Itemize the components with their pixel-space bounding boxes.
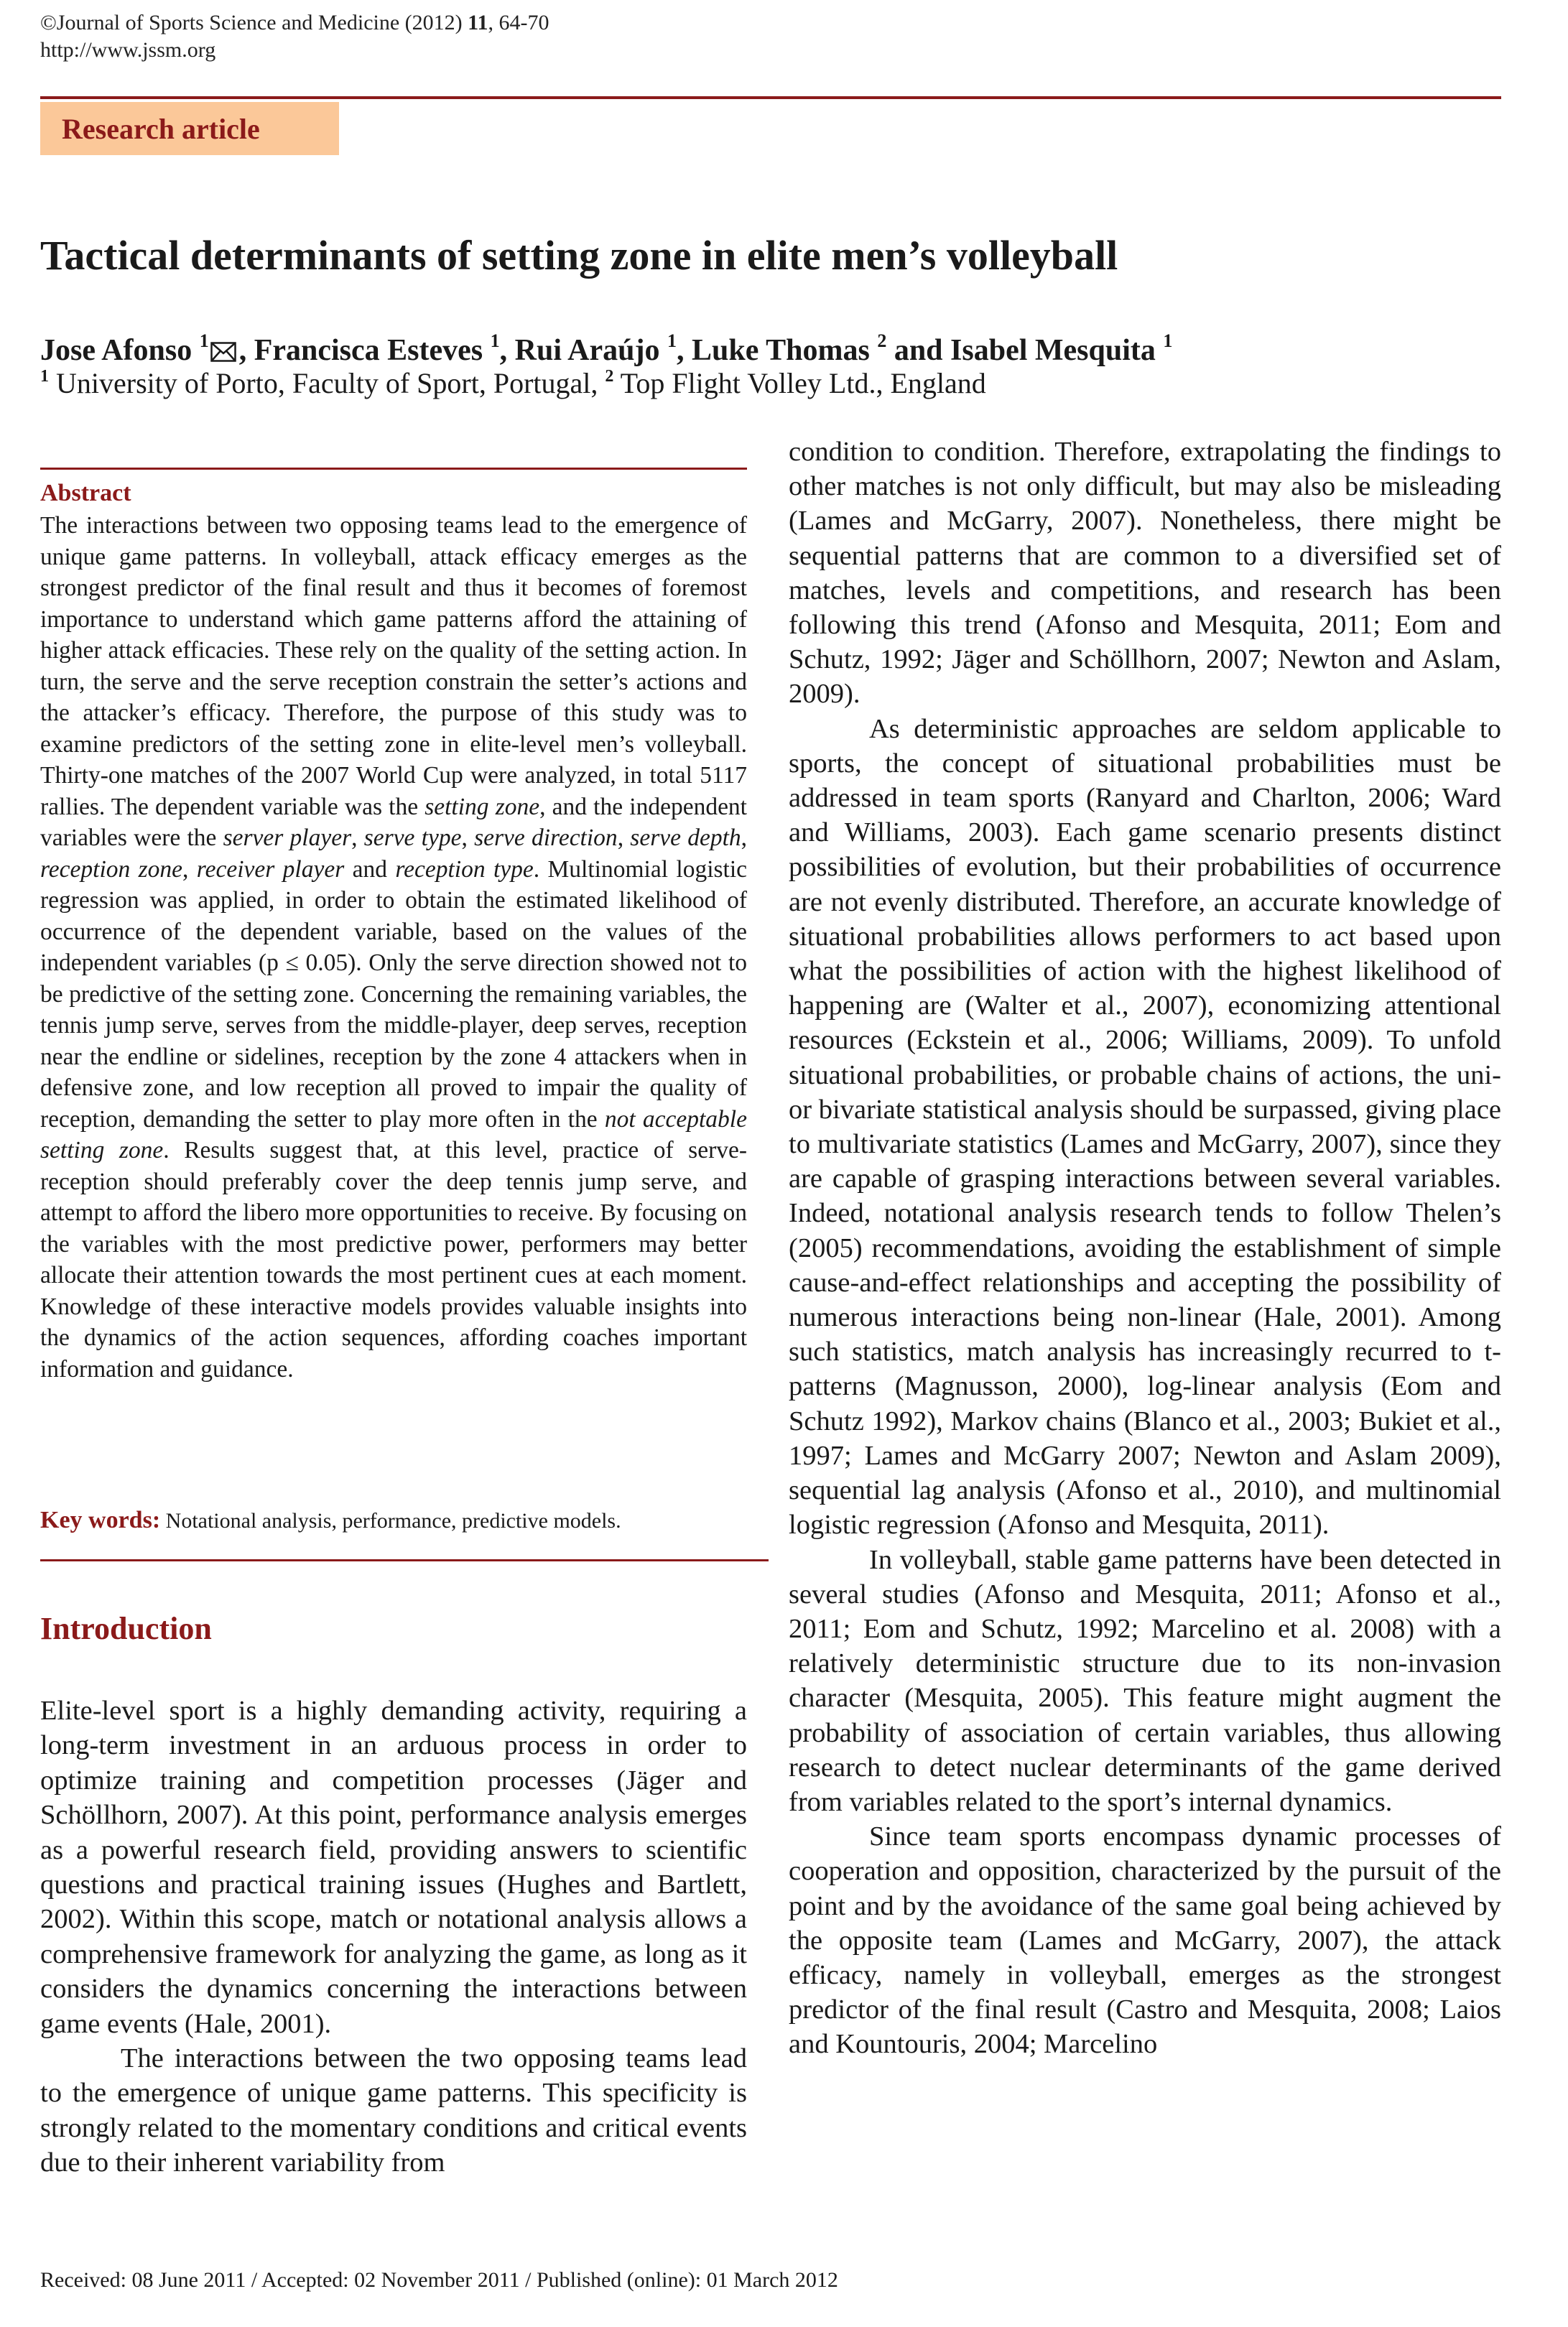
abstract-divider [40, 468, 747, 470]
envelope-icon[interactable] [210, 335, 236, 370]
journal-pages: , 64-70 [488, 11, 549, 34]
affiliation-marker: 2 [877, 330, 887, 351]
article-title: Tactical determinants of setting zone in elite men’s volleyball [40, 232, 1118, 279]
article-type-label: Research article [62, 113, 260, 145]
abstract-text-run: , and the independent variables were the [40, 793, 747, 851]
abstract-body [40, 510, 747, 1385]
keywords-divider [40, 1559, 769, 1561]
abstract-text-run: , [182, 855, 197, 883]
keywords-label: Key words: [40, 1507, 161, 1533]
paragraph: Since team sports encompass dynamic processes of cooperation and opposition, characterized by the pursuit of the point and by the avoidance of the same goal being achieved by the opposite team (Lames and McGarry, 2007), the attack efficacy, namely in volleyball, emerges as the strongest predictor of the final result (Castro and Mesquita, 2008; Laios and Kountouris, 2004; Marcelino [789, 1821, 1501, 2060]
introduction-heading: Introduction [40, 1611, 212, 1646]
abstract-italic-term: reception zone [40, 855, 183, 883]
abstract-text-run: . Multinomial logistic regression was applied, in order to obtain the estimated likelihood of occurrence of the dependent variable, based on the values of the independent variables (p ≤ 0.05). Only the serve direction showed not to be predictive of the setting zone. Concerning the remaining variables, the tennis jump serve, serves from the middle-player, deep serves, reception near the endline or sidelines, reception by the zone 4 attackers when in defensive zone, and low reception all proved to impair the quality of reception, demanding the setter to play more often in the [40, 855, 748, 1133]
paragraph: The interactions between the two opposing teams lead to the emergence of unique game patterns. This specificity is strongly related to the momentary conditions and critical events due to their inherent variability from [40, 2043, 747, 2178]
affiliations [40, 366, 986, 400]
abstract-text-run: , [617, 825, 631, 851]
abstract-italic-term: server player [223, 825, 352, 851]
affiliation-marker: 1 [1163, 330, 1173, 351]
abstract-text-run: . Results suggest that, at this level, practice of serve-reception should preferably cover the deep tennis jump serve, and attempt to afford the libero more opportunities to receive. By focusing on the variables with the most predictive power, performers may better allocate their attention towards the most pertinent cues at each moment. Knowledge of these interactive models provides valuable insights into the dynamics of the action sequences, affording coaches important information and guidance. [40, 1137, 748, 1383]
abstract-text-run: , [351, 825, 364, 851]
abstract-italic-term: reception type [395, 855, 534, 883]
abstract-italic-term: receiver player [196, 855, 345, 883]
abstract-italic-term: setting zone [425, 793, 540, 820]
affiliation-marker: 1 [199, 330, 209, 351]
author-name: Jose Afonso [40, 334, 200, 367]
keywords-text: Notational analysis, performance, predictive models. [160, 1509, 621, 1533]
journal-prefix: ©Journal of Sports Science and Medicine (2012) [40, 11, 468, 34]
author-name: , Francisca Esteves [238, 334, 491, 367]
abstract-italic-term: serve direction [474, 825, 618, 851]
abstract-text-run: and [344, 855, 396, 883]
abstract-text-run: , [741, 825, 748, 851]
paragraph: As deterministic approaches are seldom applicable to sports, the concept of situational probabilities must be addressed in team sports (Ranyard and Charlton, 2006; Ward and Williams, 2003). Each game scenario presents distinct possibilities of evolution, but their probabilities of occurrence are not evenly distributed. Therefore, an accurate knowledge of situational probabilities allows performers to act based upon what the possibilities of action with the highest likelihood of happening are (Walter et al., 2007), economizing attentional resources (Eckstein et al., 2006; Williams, 2009). To unfold situational probabilities, or probable chains of actions, the uni- or bivariate statistical analysis should be surpassed, giving place to multivariate statistics (Lames and McGarry, 2007), since they are capable of grasping interactions between several variables. Indeed, notational analysis research tends to follow Thelen’s (2005) recommendations, avoiding the establishment of simple cause-and-effect relationships and accepting the possibility of numerous interactions being non-linear (Hale, 2001). Among such statistics, match analysis has increasingly recurred to t-patterns (Magnusson, 2000), log-linear analysis (Eom and Schutz 1992), Markov chains (Blanco et al., 2003; Bukiet et al., 1997; Lames and McGarry 2007; Newton and Aslam 2009), sequential lag analysis (Afonso et al., 2010), and multinomial logistic regression (Afonso and Mesquita, 2011). [789, 713, 1501, 1541]
journal-url-link[interactable]: http://www.jssm.org [40, 38, 216, 62]
introduction-left-column [40, 1694, 747, 2180]
abstract-italic-term: serve depth [630, 825, 741, 851]
right-column [789, 435, 1501, 2062]
article-type-badge [40, 102, 339, 155]
abstract-italic-term: not acceptable setting zone [40, 1105, 747, 1164]
affiliation-text: Top Flight Volley Ltd., England [613, 367, 986, 399]
publication-dates: Received: 08 June 2011 / Accepted: 02 November 2011 / Published (online): 01 March 2012 [40, 2268, 838, 2292]
abstract-italic-term: serve type [363, 825, 462, 851]
header-divider [40, 96, 1501, 99]
author-list [40, 330, 1172, 370]
paragraph: Elite-level sport is a highly demanding activity, requiring a long-term investment in an arduous process in order to optimize training and competition processes (Jäger and Schöllhorn, 2007). At this point, performance analysis emerges as a powerful research field, providing answers to scientific questions and practical training issues (Hughes and Bartlett, 2002). Within this scope, match or notational analysis allows a comprehensive framework for analyzing the game, as long as it considers the dynamics concerning the interactions between game events (Hale, 2001). [40, 1696, 747, 2039]
author-name: , Rui Araújo [499, 334, 667, 367]
affiliation-marker: 2 [605, 367, 614, 386]
author-name: , Luke Thomas [677, 334, 878, 367]
affiliation-marker: 1 [490, 330, 500, 351]
journal-citation [40, 10, 549, 36]
abstract-text-run: The interactions between two opposing teams lead to the emergence of unique game patterns. In volleyball, attack efficacy emerges as the strongest predictor of the final result and thus it becomes of foremost importance to understand which game patterns afford the attaining of higher attack efficacies. These rely on the quality of the setting action. In turn, the serve and the serve reception constrain the setter’s actions and the attacker’s efficacy. Therefore, the purpose of this study was to examine predictors of the setting zone in elite-level men’s volleyball. Thirty-one matches of the 2007 World Cup were analyzed, in total 5117 rallies. The dependent variable was the [40, 512, 747, 820]
paragraph: condition to condition. Therefore, extrapolating the findings to other matches is not only difficult, but may also be misleading (Lames and McGarry, 2007). Nonetheless, there might be sequential patterns that are common to a diversified set of matches, levels and competitions, and research has been following this trend (Afonso and Mesquita, 2011; Eom and Schutz, 1992; Jäger and Schöllhorn, 2007; Newton and Aslam, 2009). [789, 437, 1501, 710]
affiliation-marker: 1 [667, 330, 677, 351]
abstract-heading: Abstract [40, 480, 131, 506]
keywords [40, 1507, 621, 1534]
abstract-text-run: , [461, 825, 475, 851]
author-name: and Isabel Mesquita [886, 334, 1164, 367]
affiliation-text: University of Porto, Faculty of Sport, Portugal, [49, 367, 606, 399]
journal-volume: 11 [468, 11, 488, 34]
affiliation-marker: 1 [40, 367, 49, 386]
paragraph: In volleyball, stable game patterns have been detected in several studies (Afonso and Mesquita, 2011; Afonso et al., 2011; Eom and Schutz, 1992; Marcelino et al. 2008) with a relatively deterministic structure due to its non-invasion character (Mesquita, 2005). This feature might augment the probability of association of certain variables, thus allowing research to detect nuclear determinants of the game derived from variables related to the sport’s internal dynamics. [789, 1544, 1501, 1817]
